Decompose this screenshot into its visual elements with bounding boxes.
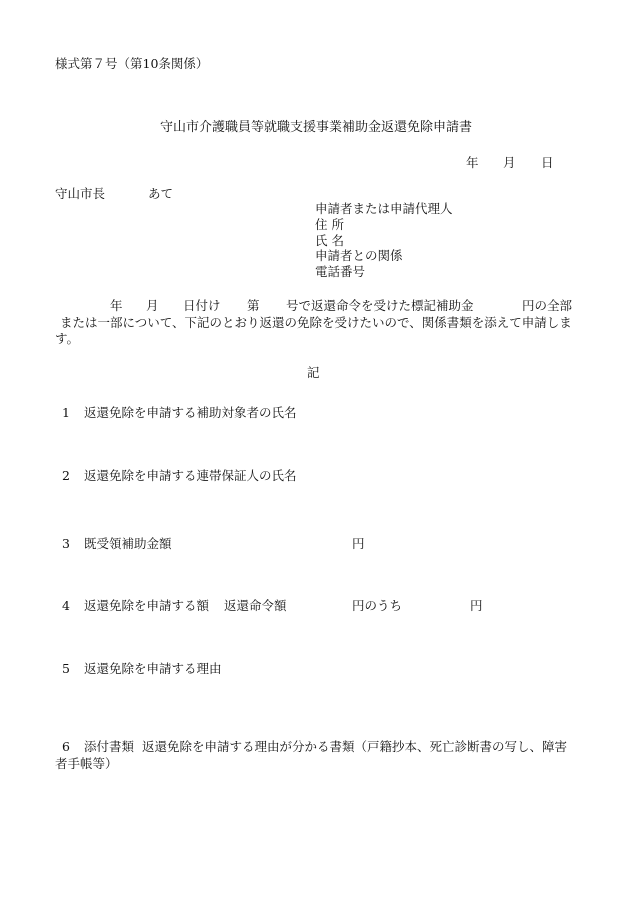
item-6-label: 添付書類 [84,739,135,754]
item-6-detail: 返還免除を申請する理由が分かる書類（戸籍抄本、死亡診断書の写し、障害 [142,739,568,754]
item-6-detail-cont: 者手帳等） [55,756,118,771]
body-no: 第 [247,298,260,313]
body-year: 年 [110,298,123,313]
item-2-label: 返還免除を申請する連帯保証人の氏名 [84,468,297,483]
item-4-of: 円のうち [352,598,403,613]
addressee-name: 守山市長 [55,186,106,201]
item-4-label: 返還免除を申請する額 [84,598,210,613]
document-title: 守山市介護職員等就職支援事業補助金返還免除申請書 [160,120,473,135]
item-4-order-label: 返還命令額 [224,598,287,613]
date-year: 年 [466,155,479,170]
body-line2: または一部について、下記のとおり返還の免除を受けたいので、関係書類を添えて申請しま [60,315,572,330]
item-3-yen: 円 [352,536,365,551]
form-number: 様式第７号（第10条関係） [55,56,209,71]
applicant-heading: 申請者または申請代理人 [315,201,453,216]
item-1-num: 1 [62,405,70,420]
item-2-num: 2 [62,468,70,483]
ki-heading: 記 [307,365,320,380]
applicant-relation-label: 申請者との関係 [315,248,403,263]
item-4-yen: 円 [470,598,483,613]
body-month: 月 [146,298,159,313]
applicant-phone-label: 電話番号 [315,264,366,279]
applicant-address-label: 住 所 [315,217,344,232]
item-5-num: 5 [62,661,70,676]
body-order: 号で返還命令を受けた標記補助金 [286,298,474,313]
body-dated: 日付け [183,298,221,313]
body-yen-all: 円の全部 [522,298,573,313]
item-5-label: 返還免除を申請する理由 [84,661,222,676]
applicant-name-label: 氏 名 [315,233,344,248]
item-6-num: 6 [62,739,70,754]
body-line3: す。 [55,331,80,346]
item-1-label: 返還免除を申請する補助対象者の氏名 [84,405,297,420]
date-day: 日 [541,155,554,170]
item-3-label: 既受領補助金額 [84,536,172,551]
item-4-num: 4 [62,598,70,613]
date-month: 月 [503,155,516,170]
item-3-num: 3 [62,536,70,551]
addressee-suffix: あて [148,186,174,201]
